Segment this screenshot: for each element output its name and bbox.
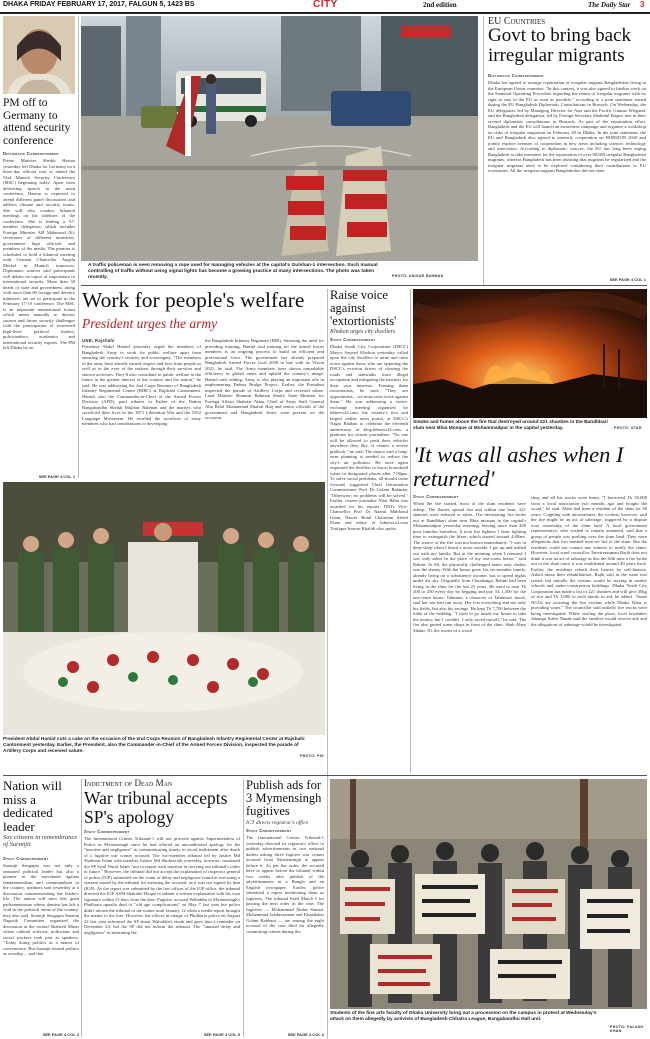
section-rule-2 — [3, 775, 647, 776]
masthead-paper: The Daily Star — [588, 1, 631, 9]
welfare-body-col2: the Bangladesh Infantry Regiment (BIR). Stressing the need for providing training, Hamid said training for the armed forces members is an ongoing process to build an efficient and professional force. The government has already prepared Bangladesh Armed Forces Goal 2030 in line with its Vision 2021, he said. The Army members have shown remarkable efficiency in global arena and upheld the country's image, Hamid said, adding, Army is also playing an important role in implementing Padma Bridge Project. Earlier, the President inspected the parade of Artillery Corps and received salute. Land Minister Shamsur Rahman Sharif, State Minister for Foreign Affairs Shahriar Alam, Chief of Army Staff General Abu Belal Muhammad Shafiul Huq and senior officials of the government and Bangladesh Army were present on the occasion. — [205, 338, 324, 420]
raise-subhead: Khokon urges city dwellers — [330, 329, 396, 335]
eu-byline: Diplomatic Correspondent — [488, 73, 545, 78]
publish-headline: Publish ads for 3 Mymensingh fugitives — [246, 778, 322, 818]
raise-byline: Staff Correspondent — [330, 337, 376, 342]
protest-credit: PHOTO: PALASH KHAN — [610, 1025, 644, 1033]
masthead-edition: 2nd edition — [423, 1, 457, 9]
publish-byline: Staff Correspondent — [246, 828, 292, 833]
col-divider-6 — [243, 779, 244, 1037]
traffic-credit: PHOTO: ANISUR RAHMAN — [392, 274, 444, 278]
publish-body: The International Crimes Tribunal-1 yesterday directed its registrar's office to publish advertisements in two national dailies asking three fugitive war crimes accused from Mymensingh to appear before it. As per the order, the accused have to appear before the tribunal within two weeks after publish of the advertisements in a Bangla and an English newspaper. Earlier, police submitted a report mentioning them as fugitives. The tribunal fixed March 5 for passing the next order in the case. The fugitives — Mohammad Abdus Samad, Mohammad Jalaluzzaman and Khandakar Golam Rabbani — are among the eight accused of the case filed for allegedly committing crimes during the — [246, 835, 324, 934]
fire-photo — [413, 289, 647, 418]
tribunal-body: The International Crimes Tribunal-1 will not proceed against Superintendent of Police in Mymensingh since he had offered an unconditional apology for his "inaction and negligence" in communicating timely to avoid indictment after death of a fugitive war crimes accused. The two-member tribunal led by Justice Md Shahinur Islam with member Justice Md Shoheorodi yesterday, however, cautioned the SP Syed Nurul Islam "not to repeat such inaction in carrying out tribunal's order in future." However, the tribunal did not accept the explanation of inspector general of police (IGP) submitted on the count of delay and negligence found in executing a warrant issued by the tribunal for arresting the accused, as it was not signed by him (IGP). As the report was submitted by the law officer of the IGP office, the tribunal directed the IGP ASM Shahidul Hoque to submit a written explanation with his own signature within 15 days from the date. Fugitive accused Wahiddin of Mymensingh's Phulbaria upazila died of "old age complications" on May 7 last year but police didn't inform the tribunal of the matter until January 12 when a media report brought the matter to the fore. However, the officer-in-charge of Phulbaria police on August 22 last year informed the SP about Wahiddin's death and gave him a reminder on December 24, but the SP did not inform the tribunal. The "unusual delay and negligence" in informing the — [84, 836, 240, 935]
nation-headline: Nation will miss a dedicated leader — [3, 778, 62, 834]
tribunal-kicker: Indictment of Dead Man — [84, 778, 173, 788]
army-photo — [3, 482, 325, 735]
ashes-byline: Staff Correspondent — [413, 494, 459, 499]
fire-credit: PHOTO: STAR — [614, 426, 642, 430]
protest-photo — [330, 779, 647, 1009]
welfare-byline: UNB, Rajshahi — [82, 338, 115, 343]
section-rule-1 — [81, 285, 647, 286]
pm-more: SEE PAGE 4 COL 1 — [38, 474, 75, 479]
tribunal-byline: Staff Correspondent — [84, 829, 130, 834]
eu-kicker: EU Countries — [488, 16, 546, 27]
col-divider-3 — [327, 289, 328, 1039]
raise-headline: Raise voice against 'extortionists' — [330, 288, 397, 328]
nation-more: SEE PAGE 4 COL 3 — [42, 1032, 79, 1037]
ashes-body-col2: shop and all his stocks were burnt. "I borrowed Tk 50,000 from a local association two months ago and bought the wood," he said. Alam had been a resident of the slum for 40 years. Coppling with uncertainties, the victims, however, said the fire might be an act of sabotage, triggered by a dispute over ownership of the slum land. A local government representative, who wished to remain unnamed, said that a group of people was pushing over the slum land. They were allegations that two masked men set fire to the slum. But the residents could not contact any witness to testify the claim. However, local ward councillor Tanvirezzaman Rajib does not think it was an act of sabotage as this the fifth time a fire broke out in the slum since it was established around 40 years back. Earlier, the residents rebuilt their houses by self-finance. Asked about their rehabilitation, Rajib said as the issue was raised, but initially the victims would be staying in nearby schools and under-construction buildings. Dhaka North City Corporation has made a list of 221 shanties and will give 30kg of rice and Tk 3,000 to each family in aid, he added. "Some NGOs are assisting the fire victims while Dhaka Wasa is providing water." The councillor said initially fire trucks were being investigated. While visiting the place, local lawmaker Jahangir Kabir Nanak said the families would receive aid, and the allegations of sabotage would be investigated. — [531, 495, 647, 627]
masthead-rule — [0, 12, 650, 14]
pm-portrait — [3, 16, 75, 94]
publish-subhead: ICT directs registrar's office — [246, 820, 309, 826]
pm-headline: PM off to Germany to attend security conference — [3, 97, 71, 147]
col-divider-1 — [78, 16, 79, 478]
fire-caption: Smoke and fumes above the fire that destroyed around 221 shanties in the Bandhbari slum near Bhia Mosque at Mohammadpur in the capital yesterday. — [413, 420, 608, 431]
nation-body: Suranjit Sengupta was not only a seasoned political leader but also a pioneer in the movement against fundamentalism and communalism in the country, speakers said yesterday at a discussion commemorating the leader's life. The nation will miss this great parliamentarian whose demise has left a void in the political arena of the country, they also said. Suranjit Sengupta Smaran Nagorik Committee organised the discussion at the central Shaheed Minar where cultural activists, politicians and social workers took part as speakers. "Today doing politics as a matter of convenience. But Suranjit treated politics as worship ... and that — [3, 863, 79, 956]
eu-more: SEE PAGE 4 COL 1 — [609, 277, 646, 282]
ashes-headline: 'It was all ashes when I returned' — [413, 442, 624, 491]
pm-byline: Diplomatic Correspondent — [3, 151, 60, 156]
masthead-page: 3 — [640, 0, 645, 9]
tribunal-more: SEE PAGE 4 COL 5 — [203, 1032, 240, 1037]
ashes-body-col1: When the fire started, most of the slum residents were asleep. The flames spread fast and within one hour, 221 shanties were reduced to ashes. The devastating fire broke out at Bandhbari slum near Bhia mosque in the capital's Mohammadpur yesterday morning, leaving more than 200 poor families homeless. It took fire fighters 1 hour fighting time to extinguish the blaze, which started around 4:00am. The source of the fire was not known immediately. "I was in deep sleep when I heard a noise outside. I got up and rushed out with my family. But in the morning when I returned I saw only ashes in the place of my one-room house," said Rahim. At 60, the physically challenged man's only shelter was the shanty. With the house gone, his six-member family, already living on a subsistence income, has to spend nights under the sky. Originally from Chuadanga, Rahim had been living in the slum for the last 25 years. He used to earn Tk 200 to 250 every day by begging and pay Tk 1,500 for the one-room house. Tahmina, a character of Tahmina's shack, said her son had run away. Her lost everything and not only his fields, but also his savings. He kept Tk 7,700 between the folds of the bedding. "I tried to go inside my house to take the money, but I couldn't. I only saved myself," he said. The fire also gutted some shops in front of the slum. Shah Alam Sikdar, 50, the owner of a wood — [413, 501, 526, 633]
pm-body: Prime Minister Sheikh Hasina yesterday left Dhaka for Germany on a three-day official visit to attend the 53rd Munich Security Conference (MSC) beginning today. Apart from delivering speech in the main conference, Hasina is expected to attend different panel discussions and address climate and security issues. She will also conduct bilateral meetings on the sidelines of the conference. She is leading a 57-member delegation, which includes Foreign Minister AH Mahmood Ali, secretaries of different ministries, government high officials and members of the media. The premier is scheduled to hold a bilateral meeting with German Chancellor Angela Merkel in Munich tomorrow. Diplomatic sources said participants will debate on topics of importance to international security. More than 30 heads of state and government, along with more than 80 foreign and defence ministers, are set to participate in the February 17-19 conference. The MSC is an important international forum which meets annually to discuss current and future security challenges with the participation of renowned high-level political leaders, policymakers, academics and international security experts. The PM left Dhaka by an — [3, 158, 75, 350]
raise-body: Dhaka South City Corporation (DSCC) Mayor Sayeed Khokon yesterday called upon the city dwellers to unite and raise voice against those who are opposing the DSCC's eviction drives of clearing the roads and sidewalks from illegal occupation and mitigating the hawkers for their own interests. Terming them extortionists, he said, "They are opportunists... we must raise voice against them." He was addressing a views-exchange meeting organised by bdnews24.com, the country's first and largest online news portal, at DSCC's Nagar Bhaban to celebrate the eleventh anniversary of blog.bdnews24.com, a platform for citizen journalism. "No one will be allowed to push their vehicles anywhere they like. It creates a severe gridlock," he said. The mayor said a long-term planning is needed to reduce the city's air pollution. He once again requested the dwellers to throw household waste in designated places after 7:00pm. To solve social problems, all should come forward, suggested Chief Information Commissioner Prof Dr Golam Rahman. "Otherwise, no problems will be solved." Earlier, citizen journalist Nitai Babu was awarded for his reports. DNI's Vice-Chancellor Prof Dr Nazrul Mahfuzul Islam, Nasser Bond Chairman Saleel Khan and editor of bdnews24.com Toufique Imrose Khalidi also spoke. — [330, 344, 408, 531]
welfare-body-col1: President Abdul Hamid yesterday urged the members of Bangladesh Army to work for public welfare apart from ensuring the country's security and sovereignty. "The members of the army have already earned respect and love from people as well as in the eyes of the nations through their services and sincere activities. They'll also contribute to public welfare in the future in the greater interest of the country and the nation," he said. He was addressing the 2nd Corps Reunion of Bangladesh Infantry Regimental Centre (BIRC) at Rajshahi Cantonment. Hamid, also the Commander-in-Chief of the Armed Forces Division (AFD), paid tributes to Father of the Nation Bangabandhu Sheikh Mujibur Rahman and the martyrs who sacrificed their lives in the 1971 Liberation War and the 1952 Language Movement. He recalled the sacrifices of army members who had contributions to developing — [82, 344, 201, 426]
col-divider-4 — [410, 289, 411, 773]
traffic-photo — [81, 16, 478, 261]
masthead-date: DHAKA FRIDAY FEBRUARY 17, 2017, FALGUN 5, 1423 BS — [3, 1, 195, 8]
col-divider-2 — [483, 16, 484, 286]
masthead-section: CITY — [313, 0, 338, 10]
traffic-scene — [81, 16, 478, 261]
masthead — [0, 0, 650, 12]
col-divider-5 — [81, 779, 82, 1037]
traffic-caption: A traffic policeman is seen removing a rope used for managing vehicles at the capital's Gulshan-1 intersection. Such manual controlling of traffic without using signal lights has become a growing practice at many intersections. The photo was taken recently. — [88, 263, 378, 280]
tribunal-headline: War tribunal accepts SP's apology — [84, 788, 228, 827]
protest-scene — [330, 779, 647, 1009]
nation-subhead: Say citizens in remembrance of Suranjit — [3, 834, 78, 848]
eu-headline: Govt to bring back irregular migrants — [488, 25, 632, 66]
welfare-headline: Work for people's welfare — [82, 288, 305, 312]
publish-more: SEE PAGE 4 COL 6 — [287, 1032, 324, 1037]
army-credit: PHOTO: PID — [300, 754, 324, 758]
army-caption: President Abdul Hamid cuts a cake on the occasion of the 2nd Corps Reunion of Bangladesh Infantry Regimental Center at Rajshahi Cantonment yesterday. Earlier, the President, also the Commander-in-Chief of the Armed Forces Division, inspected the parade of Artillery Corps and received salute. — [3, 737, 305, 754]
army-scene — [3, 482, 325, 735]
welfare-subhead: President urges the army — [82, 316, 218, 331]
eu-body: Dhaka has agreed to arrange repatriation of irregular migrant Bangladeshis living in the European Union countries. "In this context, it was also agreed to finalise work on the Standard Operating Procedure regarding the return of irregular migrants with no right to stay in the EU as soon as possible," according to a joint statement issued during the EU-Bangladesh Diplomatic Consultations in Brussels. On Wednesday, the EU delegation, led by Managing Director for Asia and the Pacific Gunnar Wiegand, and the Bangladesh delegation, led by Foreign Secretary Shahidul Haque, met in their second diplomatic consultations in Brussels. As part of the repatriation effort, Bangladesh and the EU will launch an awareness campaign and organise a workshop on risks of irregular migration on February 28 in Dhaka. In the joint statement, the EU and Bangladesh also agreed to intensify cooperation on HORIZON 2020 and jointly explore avenues of cooperation in new areas including science, technology and innovation. According to diplomatic sources, the EU has long been urging Bangladesh to take measures for the repatriation of over 80,000 irregular Bangladeshi migrants, whereas Bangladesh has been insisting that migrants be regularised and the irregular migrants need to be explored considering their contributions to EU economies. All the irregular migrant Bangladeshis did not enter — [488, 80, 646, 173]
fire-scene — [413, 289, 647, 418]
nation-byline: Staff Correspondent — [3, 856, 49, 861]
protest-caption: Students of the fine arts faculty of Dhaka University bring out a procession on the campus in protest at Wednesday's attack on them allegedly by activists of Bangladesh Chhatra League, Bangabandhu Hall unit. — [330, 1011, 597, 1022]
pm-portrait-illustration — [3, 16, 75, 94]
